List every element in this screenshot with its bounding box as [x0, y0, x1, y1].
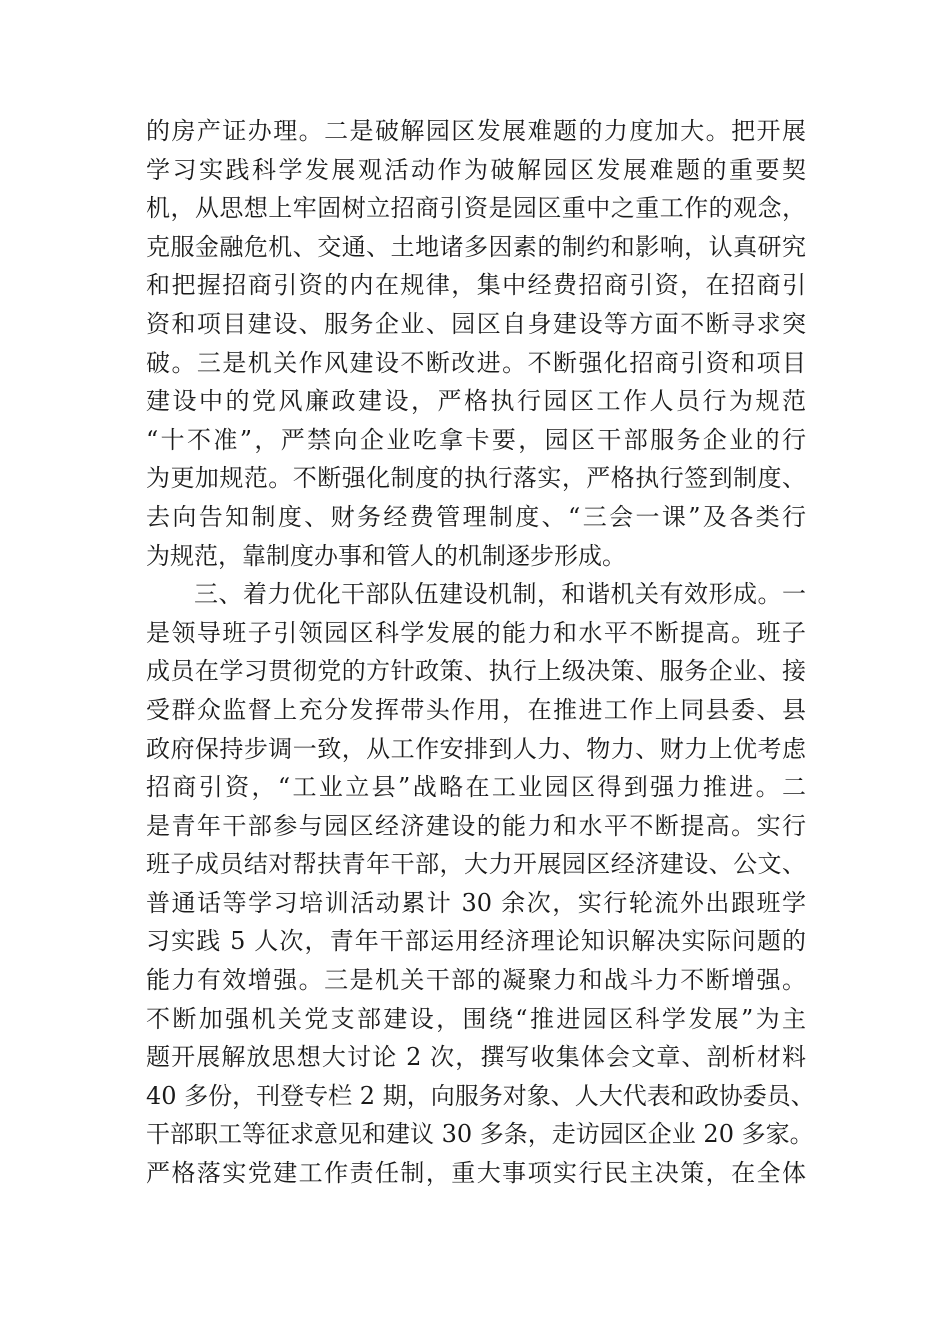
- text-line: 资和项目建设、服务企业、园区自身建设等方面不断寻求突: [146, 309, 806, 338]
- text-line: 的房产证办理。二是破解园区发展难题的力度加大。把开展: [146, 117, 806, 145]
- body-text: [146, 112, 815, 1193]
- text-line: 是领导班子引领园区科学发展的能力和水平不断提高。班子: [146, 618, 806, 647]
- text-line: 普通话等学习培训活动累计 30 余次，实行轮流外出跟班学: [146, 888, 806, 917]
- text-line: 成员在学习贯彻党的方针政策、执行上级决策、服务企业、接: [146, 657, 806, 686]
- text-line: 机，从思想上牢固树立招商引资是园区重中之重工作的观念，: [146, 194, 806, 223]
- text-line: 能力有效增强。三是机关干部的凝聚力和战斗力不断增强。: [146, 966, 806, 995]
- text-line: 题开展解放思想大讨论 2 次，撰写收集体会文章、剖析材料: [146, 1043, 806, 1072]
- text-line: 招商引资，“工业立县”战略在工业园区得到强力推进。二: [146, 773, 806, 802]
- text-line: 干部职工等征求意见和建议 30 多条，走访园区企业 20 多家。: [146, 1120, 814, 1149]
- text-line: 是青年干部参与园区经济建设的能力和水平不断提高。实行: [146, 811, 806, 840]
- text-line: 学习实践科学发展观活动作为破解园区发展难题的重要契: [146, 155, 806, 184]
- text-line: “十不准”，严禁向企业吃拿卡要，园区干部服务企业的行: [146, 425, 806, 454]
- text-line: 去向告知制度、财务经费管理制度、“三会一课”及各类行: [146, 502, 806, 531]
- text-line: 班子成员结对帮扶青年干部，大力开展园区经济建设、公文、: [146, 850, 806, 879]
- text-line: 破。三是机关作风建设不断改进。不断强化招商引资和项目: [146, 348, 806, 377]
- text-line: 不断加强机关党支部建设，围绕“推进园区科学发展”为主: [146, 1004, 806, 1033]
- text-line: 受群众监督上充分发挥带头作用，在推进工作上同县委、县: [146, 695, 806, 724]
- text-line: 40 多份，刊登专栏 2 期，向服务对象、人大代表和政协委员、: [146, 1081, 815, 1110]
- text-line: 克服金融危机、交通、土地诸多因素的制约和影响，认真研究: [146, 232, 806, 261]
- text-line: 和把握招商引资的内在规律，集中经费招商引资，在招商引: [146, 271, 806, 300]
- text-line: 严格落实党建工作责任制，重大事项实行民主决策，在全体: [146, 1159, 806, 1188]
- text-line: 建设中的党风廉政建设，严格执行园区工作人员行为规范: [146, 387, 806, 416]
- text-line: 为更加规范。不断强化制度的执行落实，严格执行签到制度、: [146, 464, 806, 493]
- text-line: 政府保持步调一致，从工作安排到人力、物力、财力上优考虑: [146, 734, 806, 763]
- text-line: 习实践 5 人次，青年干部运用经济理论知识解决实际问题的: [146, 927, 806, 956]
- section-heading-line: 三、着力优化干部队伍建设机制，和谐机关有效形成。一: [194, 580, 806, 609]
- text-line: 为规范，靠制度办事和管人的机制逐步形成。: [146, 541, 626, 570]
